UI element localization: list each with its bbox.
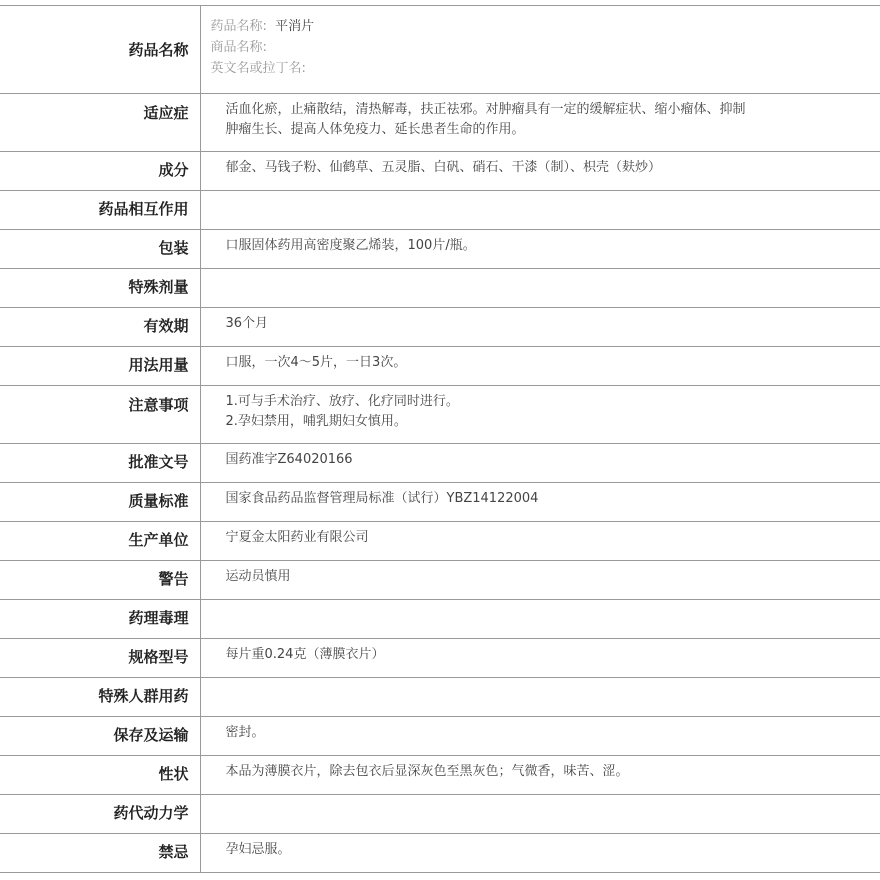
drug-name-row <box>0 6 880 94</box>
field-value-line: 郁金、马钱子粉、仙鹤草、五灵脂、白矾、硝石、干漆（制）、枳壳（麸炒） <box>225 160 662 175</box>
drug-name-key: 药品名称: <box>210 19 267 34</box>
field-value-line: 36个月 <box>225 316 269 331</box>
drug-info-table <box>0 5 880 873</box>
field-value-line: 运动员慎用 <box>225 569 291 584</box>
field-label: 特殊人群用药 <box>0 678 200 717</box>
table-row <box>0 600 880 639</box>
table-row <box>0 717 880 756</box>
field-label: 批准文号 <box>0 444 200 483</box>
table-row <box>0 483 880 522</box>
field-label: 有效期 <box>0 308 200 347</box>
field-label: 禁忌 <box>0 834 200 873</box>
table-row <box>0 386 880 444</box>
field-value <box>200 483 880 522</box>
table-row <box>0 561 880 600</box>
field-value-line: 肿瘤生长、提高人体免疫力、延长患者生命的作用。 <box>225 122 525 137</box>
field-value <box>200 269 880 308</box>
english-name-key: 英文名或拉丁名: <box>210 61 306 76</box>
table-row <box>0 795 880 834</box>
field-value <box>200 522 880 561</box>
field-label: 成分 <box>0 152 200 191</box>
table-row <box>0 444 880 483</box>
field-value <box>200 191 880 230</box>
table-row <box>0 834 880 873</box>
field-value-line: 国家食品药品监督管理局标准（试行）YBZ14122004 <box>225 491 539 506</box>
drug-name-cell <box>200 6 880 94</box>
drug-info-table-body <box>0 6 880 873</box>
table-row <box>0 639 880 678</box>
field-label: 保存及运输 <box>0 717 200 756</box>
field-value-line: 活血化瘀，止痛散结，清热解毒，扶正祛邪。对肿瘤具有一定的缓解症状、缩小瘤体、抑制 <box>225 102 746 117</box>
table-row <box>0 308 880 347</box>
field-value <box>200 795 880 834</box>
table-row <box>0 347 880 386</box>
field-value-line: 国药准字Z64020166 <box>225 452 353 467</box>
field-value-line: 2.孕妇禁用，哺乳期妇女慎用。 <box>225 414 407 429</box>
table-row <box>0 191 880 230</box>
field-value <box>200 444 880 483</box>
field-value <box>200 639 880 678</box>
field-label: 用法用量 <box>0 347 200 386</box>
field-label: 警告 <box>0 561 200 600</box>
field-label: 包装 <box>0 230 200 269</box>
field-value <box>200 386 880 444</box>
table-row <box>0 152 880 191</box>
product-name-key: 商品名称: <box>210 40 267 55</box>
field-value <box>200 600 880 639</box>
table-row <box>0 756 880 795</box>
field-value <box>200 678 880 717</box>
field-value-line: 口服，一次4～5片，一日3次。 <box>225 355 407 370</box>
table-row <box>0 522 880 561</box>
table-row <box>0 678 880 717</box>
field-label: 药品相互作用 <box>0 191 200 230</box>
table-row <box>0 94 880 152</box>
field-value <box>200 230 880 269</box>
field-value-line: 1.可与手术治疗、放疗、化疗同时进行。 <box>225 394 459 409</box>
field-label: 药代动力学 <box>0 795 200 834</box>
field-value-line: 孕妇忌服。 <box>225 842 291 857</box>
field-value <box>200 308 880 347</box>
field-value <box>200 756 880 795</box>
field-value-line: 口服固体药用高密度聚乙烯装，100片/瓶。 <box>225 238 476 253</box>
field-value-line: 本品为薄膜衣片，除去包衣后显深灰色至黑灰色；气微香，味苦、涩。 <box>225 764 629 779</box>
field-label: 生产单位 <box>0 522 200 561</box>
field-label: 规格型号 <box>0 639 200 678</box>
field-value-line: 每片重0.24克（薄膜衣片） <box>225 647 385 662</box>
field-label: 性状 <box>0 756 200 795</box>
english-name-line <box>211 58 791 79</box>
drug-name-line <box>211 16 791 37</box>
field-value <box>200 717 880 756</box>
field-label: 注意事项 <box>0 386 200 444</box>
field-label: 特殊剂量 <box>0 269 200 308</box>
field-value <box>200 347 880 386</box>
field-value <box>200 834 880 873</box>
field-value-line: 宁夏金太阳药业有限公司 <box>225 530 369 545</box>
table-row <box>0 230 880 269</box>
table-row <box>0 269 880 308</box>
field-value <box>200 561 880 600</box>
field-value <box>200 94 880 152</box>
field-value-line: 密封。 <box>225 725 265 740</box>
drug-name-value: 平消片 <box>275 19 315 34</box>
field-label: 药理毒理 <box>0 600 200 639</box>
field-label: 药品名称 <box>0 6 200 94</box>
field-label: 适应症 <box>0 94 200 152</box>
field-label: 质量标准 <box>0 483 200 522</box>
product-name-line <box>211 37 791 58</box>
field-value <box>200 152 880 191</box>
